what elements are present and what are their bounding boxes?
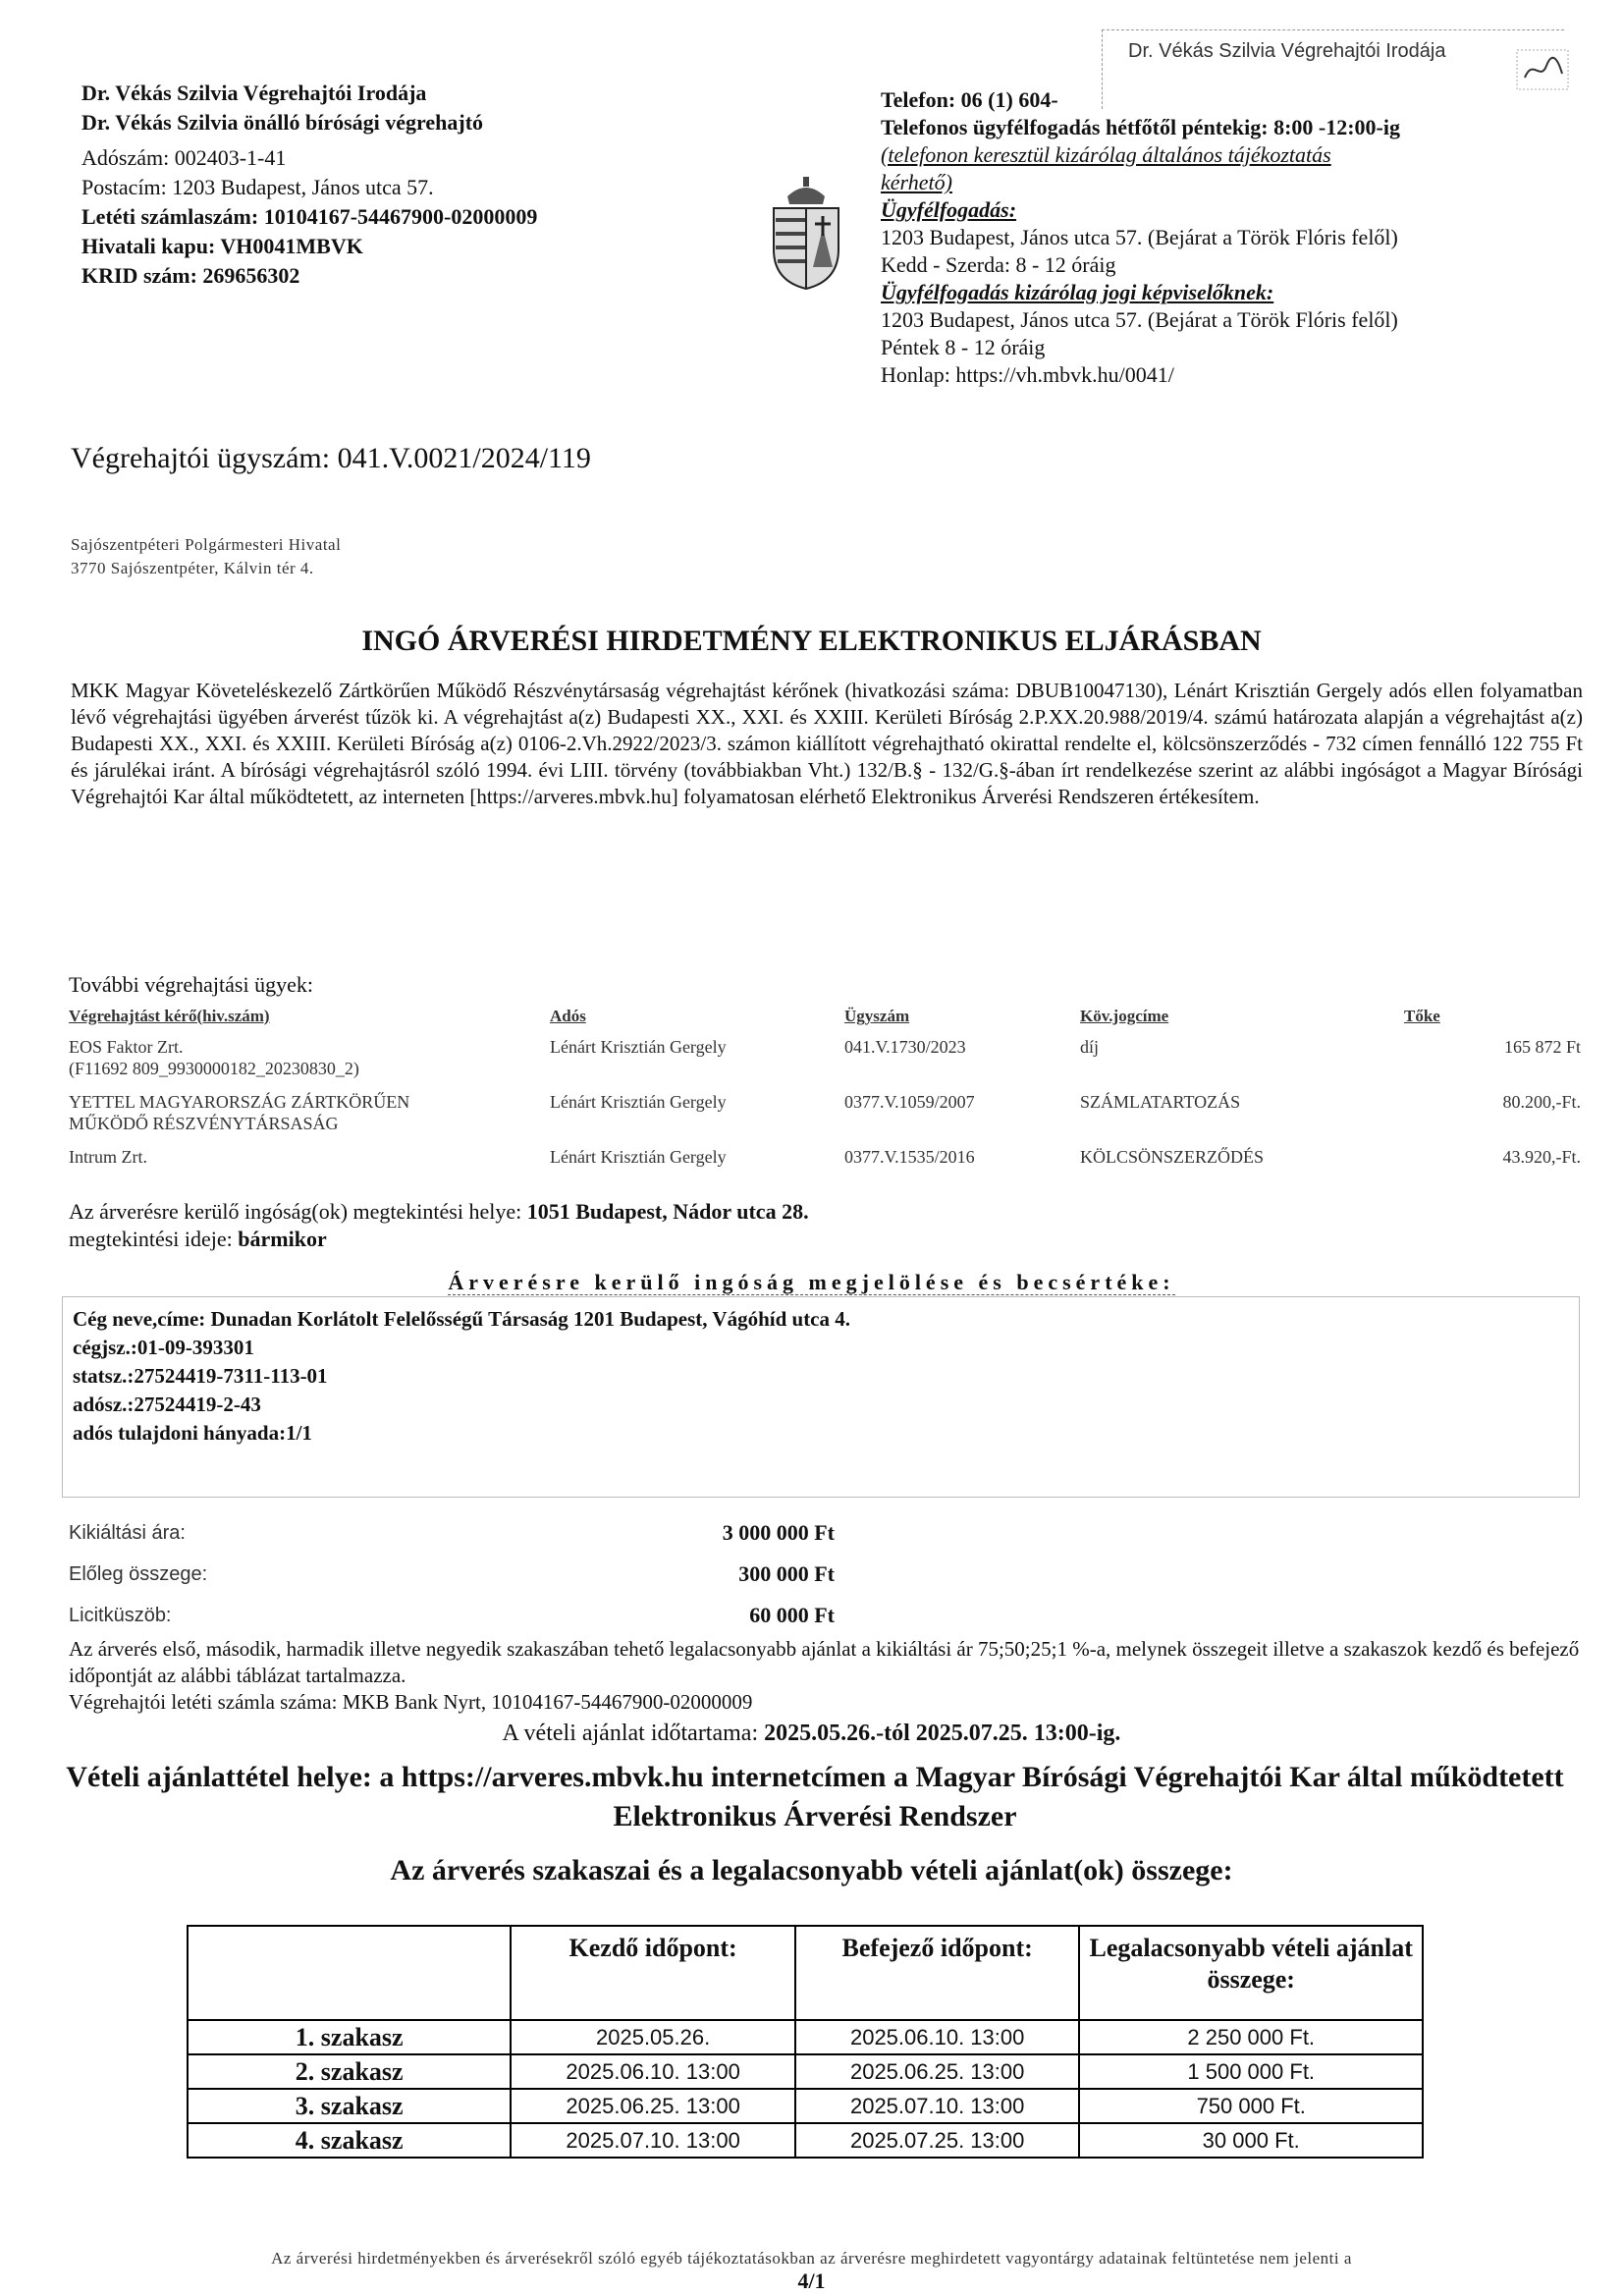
page-number: 4/1	[797, 2269, 826, 2293]
bailiff-name: Dr. Vékás Szilvia önálló bírósági végrehajtó	[81, 110, 484, 135]
column-header: Tőke	[1404, 1007, 1440, 1025]
reception-hours: Kedd - Szerda: 8 - 12 óráig	[881, 252, 1116, 277]
debtor-cell: Lénárt Krisztián Gergely	[550, 1092, 727, 1112]
min-bid-cell: 750 000 Ft.	[1079, 2089, 1423, 2123]
statistical-number: statsz.:27524419-7311-113-01	[73, 1364, 328, 1388]
case-cell: 0377.V.1059/2007	[844, 1092, 975, 1112]
legal-reception-title: Ügyfélfogadás kizárólag jogi képviselőknek:	[881, 280, 1274, 304]
sender-block	[81, 79, 537, 291]
page-title: INGÓ ÁRVERÉSI HIRDETMÉNY ELEKTRONIKUS ELJÁRÁSBAN	[361, 625, 1262, 657]
creditor-cell	[69, 1091, 550, 1146]
tax-number: adósz.:27524419-2-43	[73, 1393, 261, 1416]
column-header: Befejező időpont:	[795, 1926, 1080, 2020]
intro-paragraph: MKK Magyar Követeléskezelő Zártkörűen Működő Részvénytársaság végrehajtást kérőnek (hivatkozási száma: DBUB10047130), Lénárt Krisztián Gergely adós ellen folyamatban lévő végrehajtási ügyében árverést tűzök ki. A végrehajtást a(z) Budapesti XX., XXI. és XXIII. Kerületi Bíróság 2.P.XX.20.988/2019/4. számú határozata alapján a végrehajtást a(z) Budapesti XX., XXI. és XXIII. Kerületi Bíróság a(z) 0106-2.Vh.2922/2023/3. számon kiállított végrehajtható okirattal rendelte el, kölcsönszerződés - 732 címen fennálló 122 755 Ft és járulékai iránt. A bírósági végrehajtásról szóló 1994. évi LIII. törvény (továbbiakban Vht.) 132/B.§ - 132/G.§-ában írt rendelkezése szerint az alábbi ingóságot a Magyar Bírósági Végrehajtói Kar által működtetett, az interneten [https://arveres.mbvk.hu] folyamatosan elérhető Elektronikus Árverési Rendszeren értékesítem.	[71, 679, 1583, 808]
contact-block	[881, 86, 1568, 389]
office-name: Dr. Vékás Szilvia Végrehajtói Irodája	[81, 81, 427, 105]
coat-of-arms-icon	[766, 175, 846, 291]
viewing-place: 1051 Budapest, Nádor utca 28.	[526, 1199, 809, 1224]
table-row	[188, 2089, 1423, 2123]
column-header: Végrehajtást kérő(hiv.szám)	[69, 1007, 270, 1025]
claim-title-cell: KÖLCSÖNSZERZŐDÉS	[1080, 1147, 1265, 1167]
viewing-time-label: megtekintési ideje:	[69, 1227, 233, 1251]
end-cell: 2025.06.25. 13:00	[795, 2054, 1080, 2089]
table-row	[69, 1146, 1581, 1179]
case-cell: 041.V.1730/2023	[844, 1037, 966, 1057]
website: Honlap: https://vh.mbvk.hu/0041/	[881, 362, 1174, 387]
offer-duration	[0, 1721, 1623, 1747]
other-cases-title: További végrehajtási ügyek:	[69, 972, 313, 997]
start-cell: 2025.06.25. 13:00	[511, 2089, 795, 2123]
creditor: Intrum Zrt.	[69, 1147, 147, 1167]
creditor: EOS Faktor Zrt.	[69, 1037, 184, 1057]
min-bid-cell: 30 000 Ft.	[1079, 2123, 1423, 2158]
items-title	[0, 1270, 1623, 1295]
stage-cell: 2. szakasz	[188, 2054, 511, 2089]
creditor-ref: MŰKÖDŐ RÉSZVÉNYTÁRSASÁG	[69, 1114, 339, 1133]
table-header-row	[69, 1007, 1581, 1036]
creditor-cell	[69, 1146, 550, 1179]
case-cell: 0377.V.1535/2016	[844, 1147, 975, 1167]
official-gate: Hivatali kapu: VH0041MBVK	[81, 234, 363, 258]
amount-cell: 43.920,-Ft.	[1502, 1147, 1581, 1167]
table-row	[69, 1036, 1581, 1091]
offer-duration-value: 2025.05.26.-tól 2025.07.25. 13:00-ig.	[764, 1721, 1121, 1746]
offer-duration-label: A vételi ajánlat időtartama:	[502, 1721, 759, 1746]
amount-cell: 80.200,-Ft.	[1502, 1092, 1581, 1112]
recipient-address: 3770 Sajószentpéter, Kálvin tér 4.	[71, 559, 314, 577]
viewing-place-label: Az árverésre kerülő ingóság(ok) megtekintési helye:	[69, 1199, 522, 1224]
viewing-info	[69, 1198, 809, 1253]
phone-hours: Telefonos ügyfélfogadás hétfőtől péntekig: 8:00 -12:00-ig	[881, 115, 1400, 139]
case-number: Végrehajtói ügyszám: 041.V.0021/2024/119	[71, 442, 591, 474]
price-value: 3 000 000 Ft	[722, 1520, 835, 1545]
end-cell: 2025.06.10. 13:00	[795, 2020, 1080, 2054]
price-label: Licitküszöb:	[69, 1605, 172, 1626]
debtor-cell: Lénárt Krisztián Gergely	[550, 1147, 727, 1167]
phone: Telefon: 06 (1) 604-	[881, 87, 1058, 112]
claim-title-cell: SZÁMLATARTOZÁS	[1080, 1092, 1241, 1112]
creditor-cell	[69, 1036, 550, 1091]
column-header: Köv.jogcíme	[1080, 1007, 1169, 1025]
ownership-share: adós tulajdoni hányada:1/1	[73, 1421, 312, 1445]
creditor: YETTEL MAGYARORSZÁG ZÁRTKÖRŰEN	[69, 1092, 410, 1112]
start-cell: 2025.06.10. 13:00	[511, 2054, 795, 2089]
recipient	[71, 533, 341, 580]
column-header: Kezdő időpont:	[511, 1926, 795, 2020]
start-cell: 2025.05.26.	[511, 2020, 795, 2054]
stages-note-block	[69, 1636, 1581, 1716]
stages-note: Az árverés első, második, harmadik illetve negyedik szakaszában tehető legalacsonyabb ajánlat a kikiáltási ár 75;50;25;1 %-a, melynek összegeit illetve a szakaszok kezdő és befejező időpontját az alábbi táblázat tartalmazza.	[69, 1637, 1580, 1687]
column-header: Legalacsonyabb vételi ajánlat összege:	[1079, 1926, 1423, 2020]
registration-number: cégjsz.:01-09-393301	[73, 1336, 254, 1359]
amount-cell: 165 872 Ft	[1503, 1037, 1581, 1057]
table-row	[69, 1091, 1581, 1146]
reception-title: Ügyfélfogadás:	[881, 197, 1017, 222]
phone-note-2: kérhető)	[881, 170, 952, 194]
stages-table	[187, 1925, 1424, 2159]
end-cell: 2025.07.10. 13:00	[795, 2089, 1080, 2123]
end-cell: 2025.07.25. 13:00	[795, 2123, 1080, 2158]
stamp-text: Dr. Vékás Szilvia Végrehajtói Irodája	[1128, 40, 1446, 62]
company: Dunadan Korlátolt Felelősségű Társaság 1201 Budapest, Vágóhíd utca 4.	[210, 1307, 851, 1331]
price-value: 300 000 Ft	[738, 1561, 835, 1586]
column-header: Ügyszám	[844, 1007, 910, 1025]
signature-icon	[1515, 48, 1570, 91]
items-title-text: Árverésre kerülő ingóság megjelölése és becsértéke:	[448, 1270, 1175, 1294]
price-value: 60 000 Ft	[749, 1603, 835, 1627]
intro-text	[71, 678, 1583, 810]
postal-address: Postacím: 1203 Budapest, János utca 57.	[81, 175, 434, 199]
deposit-account: Letéti számlaszám: 10104167-54467900-02000009	[81, 204, 538, 229]
price-label: Kikiáltási ára:	[69, 1522, 186, 1544]
company-label: Cég neve,címe:	[73, 1307, 206, 1331]
footer-note: Az árverési hirdetményekben és árverésekről szóló egyéb tájékoztatásokban az árverésre meghirdetett vagyontárgy adatainak feltüntetése nem jelenti a	[271, 2249, 1352, 2268]
table-row	[188, 2054, 1423, 2089]
table-row	[188, 2123, 1423, 2158]
column-header	[188, 1926, 511, 2020]
deposit-account-note: Végrehajtói letéti számla száma: MKB Bank Nyrt, 10104167-54467900-02000009	[69, 1690, 753, 1714]
creditor-ref: (F11692 809_9930000182_20230830_2)	[69, 1059, 359, 1078]
column-header: Adós	[550, 1007, 586, 1025]
legal-reception-address: 1203 Budapest, János utca 57. (Bejárat a Török Flóris felől)	[881, 307, 1398, 332]
tax-number: Adószám: 002403-1-41	[81, 145, 287, 170]
min-bid-cell: 2 250 000 Ft.	[1079, 2020, 1423, 2054]
legal-reception-hours: Péntek 8 - 12 óráig	[881, 335, 1046, 359]
stage-cell: 1. szakasz	[188, 2020, 511, 2054]
stages-title: Az árverés szakaszai és a legalacsonyabb vételi ajánlat(ok) összege:	[390, 1854, 1233, 1886]
recipient-name: Sajószentpéteri Polgármesteri Hivatal	[71, 535, 342, 554]
other-cases-table	[69, 1007, 1581, 1179]
krid-number: KRID szám: 269656302	[81, 263, 300, 288]
reception-address: 1203 Budapest, János utca 57. (Bejárat a Török Flóris felől)	[881, 225, 1398, 249]
table-header-row	[188, 1926, 1423, 2020]
stage-cell: 4. szakasz	[188, 2123, 511, 2158]
phone-note: (telefonon keresztül kizárólag általános tájékoztatás	[881, 142, 1331, 167]
bid-place: Vételi ajánlattétel helye: a https://arveres.mbvk.hu internetcímen a Magyar Bírósági Végrehajtói Kar által működtetett Elektronikus Árverési Rendszer	[66, 1761, 1564, 1832]
claim-title-cell: díj	[1080, 1037, 1100, 1057]
price-label: Előleg összege:	[69, 1563, 208, 1585]
items-box	[62, 1296, 1580, 1498]
min-bid-cell: 1 500 000 Ft.	[1079, 2054, 1423, 2089]
stage-cell: 3. szakasz	[188, 2089, 511, 2123]
debtor-cell: Lénárt Krisztián Gergely	[550, 1037, 727, 1057]
start-cell: 2025.07.10. 13:00	[511, 2123, 795, 2158]
table-row	[188, 2020, 1423, 2054]
viewing-time: bármikor	[238, 1227, 327, 1251]
